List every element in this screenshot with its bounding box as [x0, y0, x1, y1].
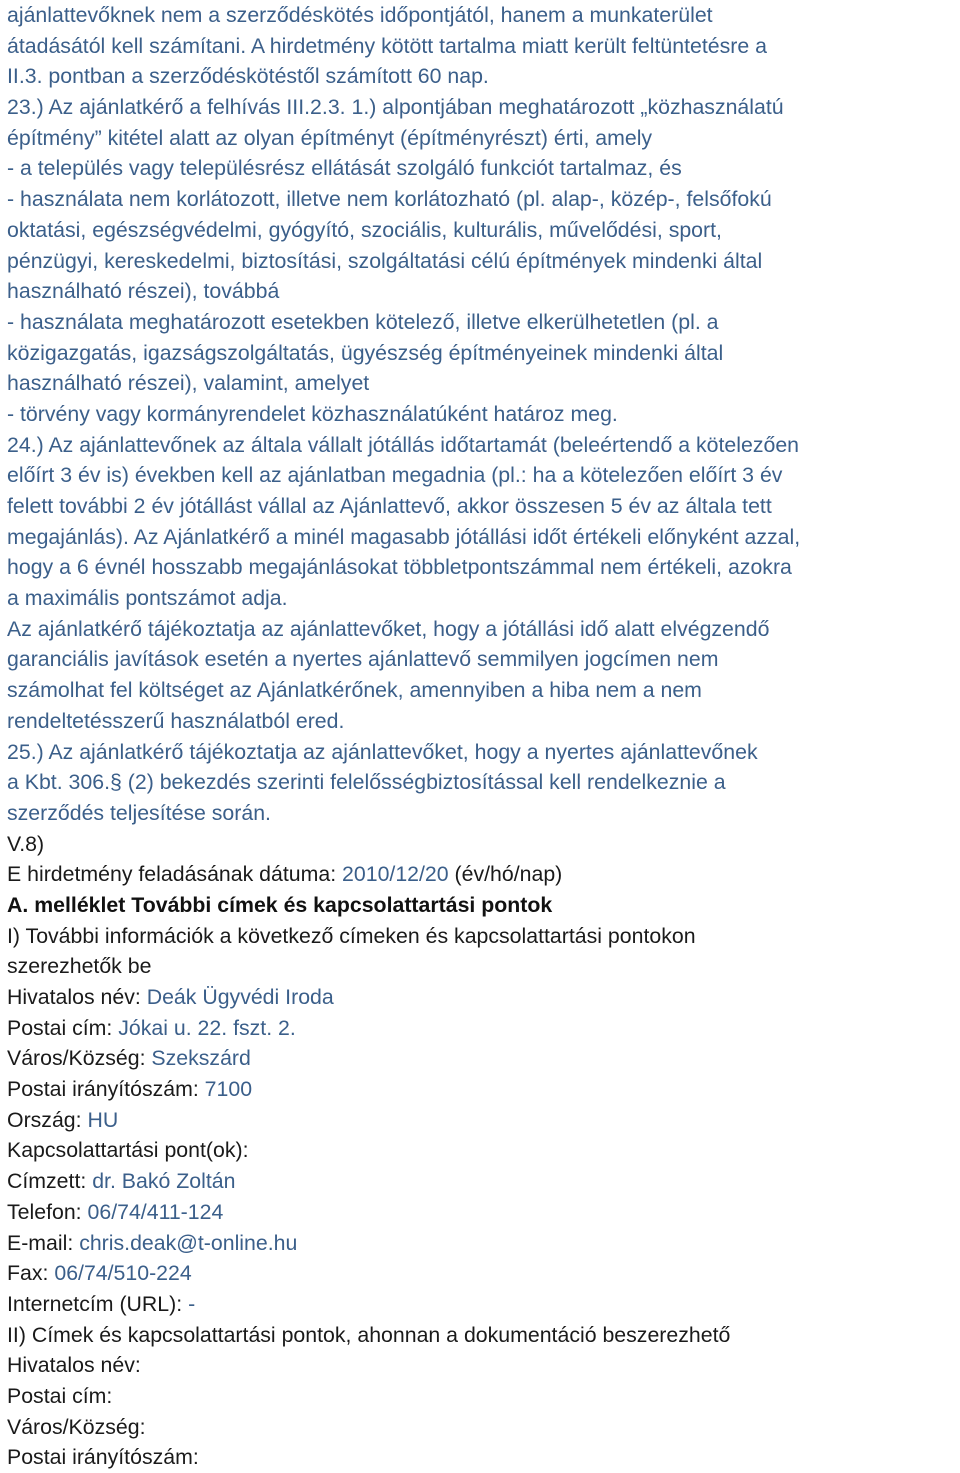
text-line: 24.) Az ajánlattevőnek az általa vállalt jótállás időtartamát (beleértendő a kötelezően	[7, 432, 800, 457]
text-line: átadásától kell számítani. A hirdetmény kötött tartalma miatt került feltüntetésre a	[7, 33, 767, 58]
text-line: - használata nem korlátozott, illetve nem korlátozható (pl. alap-, közép-, felsőfokú	[7, 187, 772, 212]
section2-postal-code-label: Postai irányítószám:	[7, 1445, 199, 1470]
text-line: a Kbt. 306.§ (2) bekezdés szerinti felelősségbiztosítással kell rendelkeznie a	[7, 770, 726, 795]
text-line: felett további 2 év jótállást vállal az Ajánlattevő, akkor összesen 5 év az általa tett	[7, 494, 772, 518]
official-name-label: Hivatalos név:	[7, 985, 147, 1009]
postal-code-label: Postai irányítószám:	[7, 1077, 205, 1102]
text-line: 25.) Az ajánlatkérő tájékoztatja az ajánlattevőket, hogy a nyertes ajánlattevőnek	[7, 739, 758, 764]
town-value: Szekszárd	[151, 1046, 251, 1071]
text-line: szerződés teljesítése során.	[7, 800, 271, 825]
phone-value: 06/74/411-124	[87, 1199, 224, 1224]
text-line: használható részei), továbbá	[7, 279, 280, 304]
dispatch-date-value: 2010/12/20	[342, 862, 449, 887]
text-line: rendeltetésszerű használatból ered.	[7, 708, 345, 733]
text-line: hogy a 6 évnél hosszabb megajánlásokat többletpontszámmal nem értékeli, azokra	[7, 555, 792, 580]
section2-heading: II) Címek és kapcsolattartási pontok, ahonnan a dokumentáció beszerezhető	[7, 1322, 731, 1347]
text-line: használható részei), valamint, amelyet	[7, 371, 370, 396]
country-row	[7, 1105, 957, 1136]
text-line: számolhat fel költséget az Ajánlatkérőnek, amennyiben a hiba nem a nem	[7, 678, 702, 703]
phone-row	[7, 1197, 957, 1228]
postal-address-label: Postai cím:	[7, 1015, 119, 1040]
annex-title: A. melléklet További címek és kapcsolattartási pontok	[7, 892, 553, 917]
attention-value: dr. Bakó Zoltán	[92, 1169, 236, 1194]
text-line: közigazgatás, igazságszolgáltatás, ügyészség építményeinek mindenki által	[7, 340, 724, 365]
contact-points-label: Kapcsolattartási pont(ok):	[7, 1138, 249, 1163]
email-row	[7, 1228, 957, 1259]
postal-code-row	[7, 1074, 957, 1105]
text-line: építmény” kitétel alatt az olyan építményt (építményrészt) érti, amely	[7, 125, 653, 150]
text-line: - a település vagy településrész ellátását szolgáló funkciót tartalmaz, és	[7, 156, 682, 181]
url-value: -	[188, 1291, 196, 1316]
attention-label: Címzett:	[7, 1169, 93, 1194]
text-line: 23.) Az ajánlatkérő a felhívás III.2.3. 1.) alpontjában meghatározott „közhasználatú	[7, 95, 784, 120]
text-line: oktatási, egészségvédelmi, gyógyító, szociális, kulturális, művelődési, sport,	[7, 217, 722, 242]
official-name-row	[7, 982, 957, 1013]
section-number: V.8)	[7, 831, 45, 856]
postal-address-row	[7, 1013, 957, 1044]
country-value: HU	[87, 1107, 119, 1132]
text-line: II.3. pontban a szerződéskötéstől számított 60 nap.	[7, 64, 489, 89]
section2-official-name-label: Hivatalos név:	[7, 1353, 141, 1378]
official-name-value: Deák Ügyvédi Iroda	[146, 985, 334, 1009]
text-line: pénzügyi, kereskedelmi, biztosítási, szolgáltatási célú építmények mindenki által	[7, 248, 763, 273]
town-row	[7, 1043, 957, 1074]
country-label: Ország:	[7, 1107, 88, 1132]
text-line: - törvény vagy kormányrendelet közhasználatúként határoz meg.	[7, 401, 618, 426]
text-line: garanciális javítások esetén a nyertes ajánlattevő semmilyen jogcímen nem	[7, 647, 719, 672]
section2-postal-address-label: Postai cím:	[7, 1383, 113, 1408]
dispatch-date-suffix: (év/hó/nap)	[448, 862, 563, 887]
town-label: Város/Község:	[7, 1046, 152, 1071]
text-line: - használata meghatározott esetekben kötelező, illetve elkerülhetetlen (pl. a	[7, 309, 719, 334]
fax-label: Fax:	[7, 1261, 55, 1286]
dispatch-date-label: E hirdetmény feladásának dátuma:	[7, 862, 343, 887]
url-row	[7, 1289, 957, 1320]
text-line: Az ajánlatkérő tájékoztatja az ajánlattevőket, hogy a jótállási idő alatt elvégzendő	[7, 616, 770, 641]
fax-row	[7, 1258, 957, 1289]
dispatch-date-row	[7, 859, 957, 890]
fax-value: 06/74/510-224	[54, 1261, 192, 1286]
text-line: a maximális pontszámot adja.	[7, 586, 288, 611]
phone-label: Telefon:	[7, 1199, 88, 1224]
text-line: megajánlás). Az Ajánlatkérő a minél magasabb jótállási időt értékeli előnyként azzal,	[7, 524, 801, 549]
section1-heading-cont: szerezhetők be	[7, 954, 152, 979]
attention-row	[7, 1166, 957, 1197]
email-label: E-mail:	[7, 1230, 80, 1255]
document-page	[7, 0, 957, 1473]
postal-address-value: Jókai u. 22. fszt. 2.	[118, 1015, 296, 1040]
postal-code-value: 7100	[204, 1077, 253, 1102]
section2-town-label: Város/Község:	[7, 1414, 146, 1439]
section1-heading: I) További információk a következő címeken és kapcsolattartási pontokon	[7, 923, 696, 948]
email-value[interactable]: chris.deak@t-online.hu	[79, 1230, 298, 1255]
url-label: Internetcím (URL):	[7, 1291, 189, 1316]
text-line: ajánlattevőknek nem a szerződéskötés időpontjától, hanem a munkaterület	[7, 3, 713, 27]
text-line: előírt 3 év is) években kell az ajánlatban megadnia (pl.: ha a kötelezően előírt 3 év	[7, 463, 783, 488]
